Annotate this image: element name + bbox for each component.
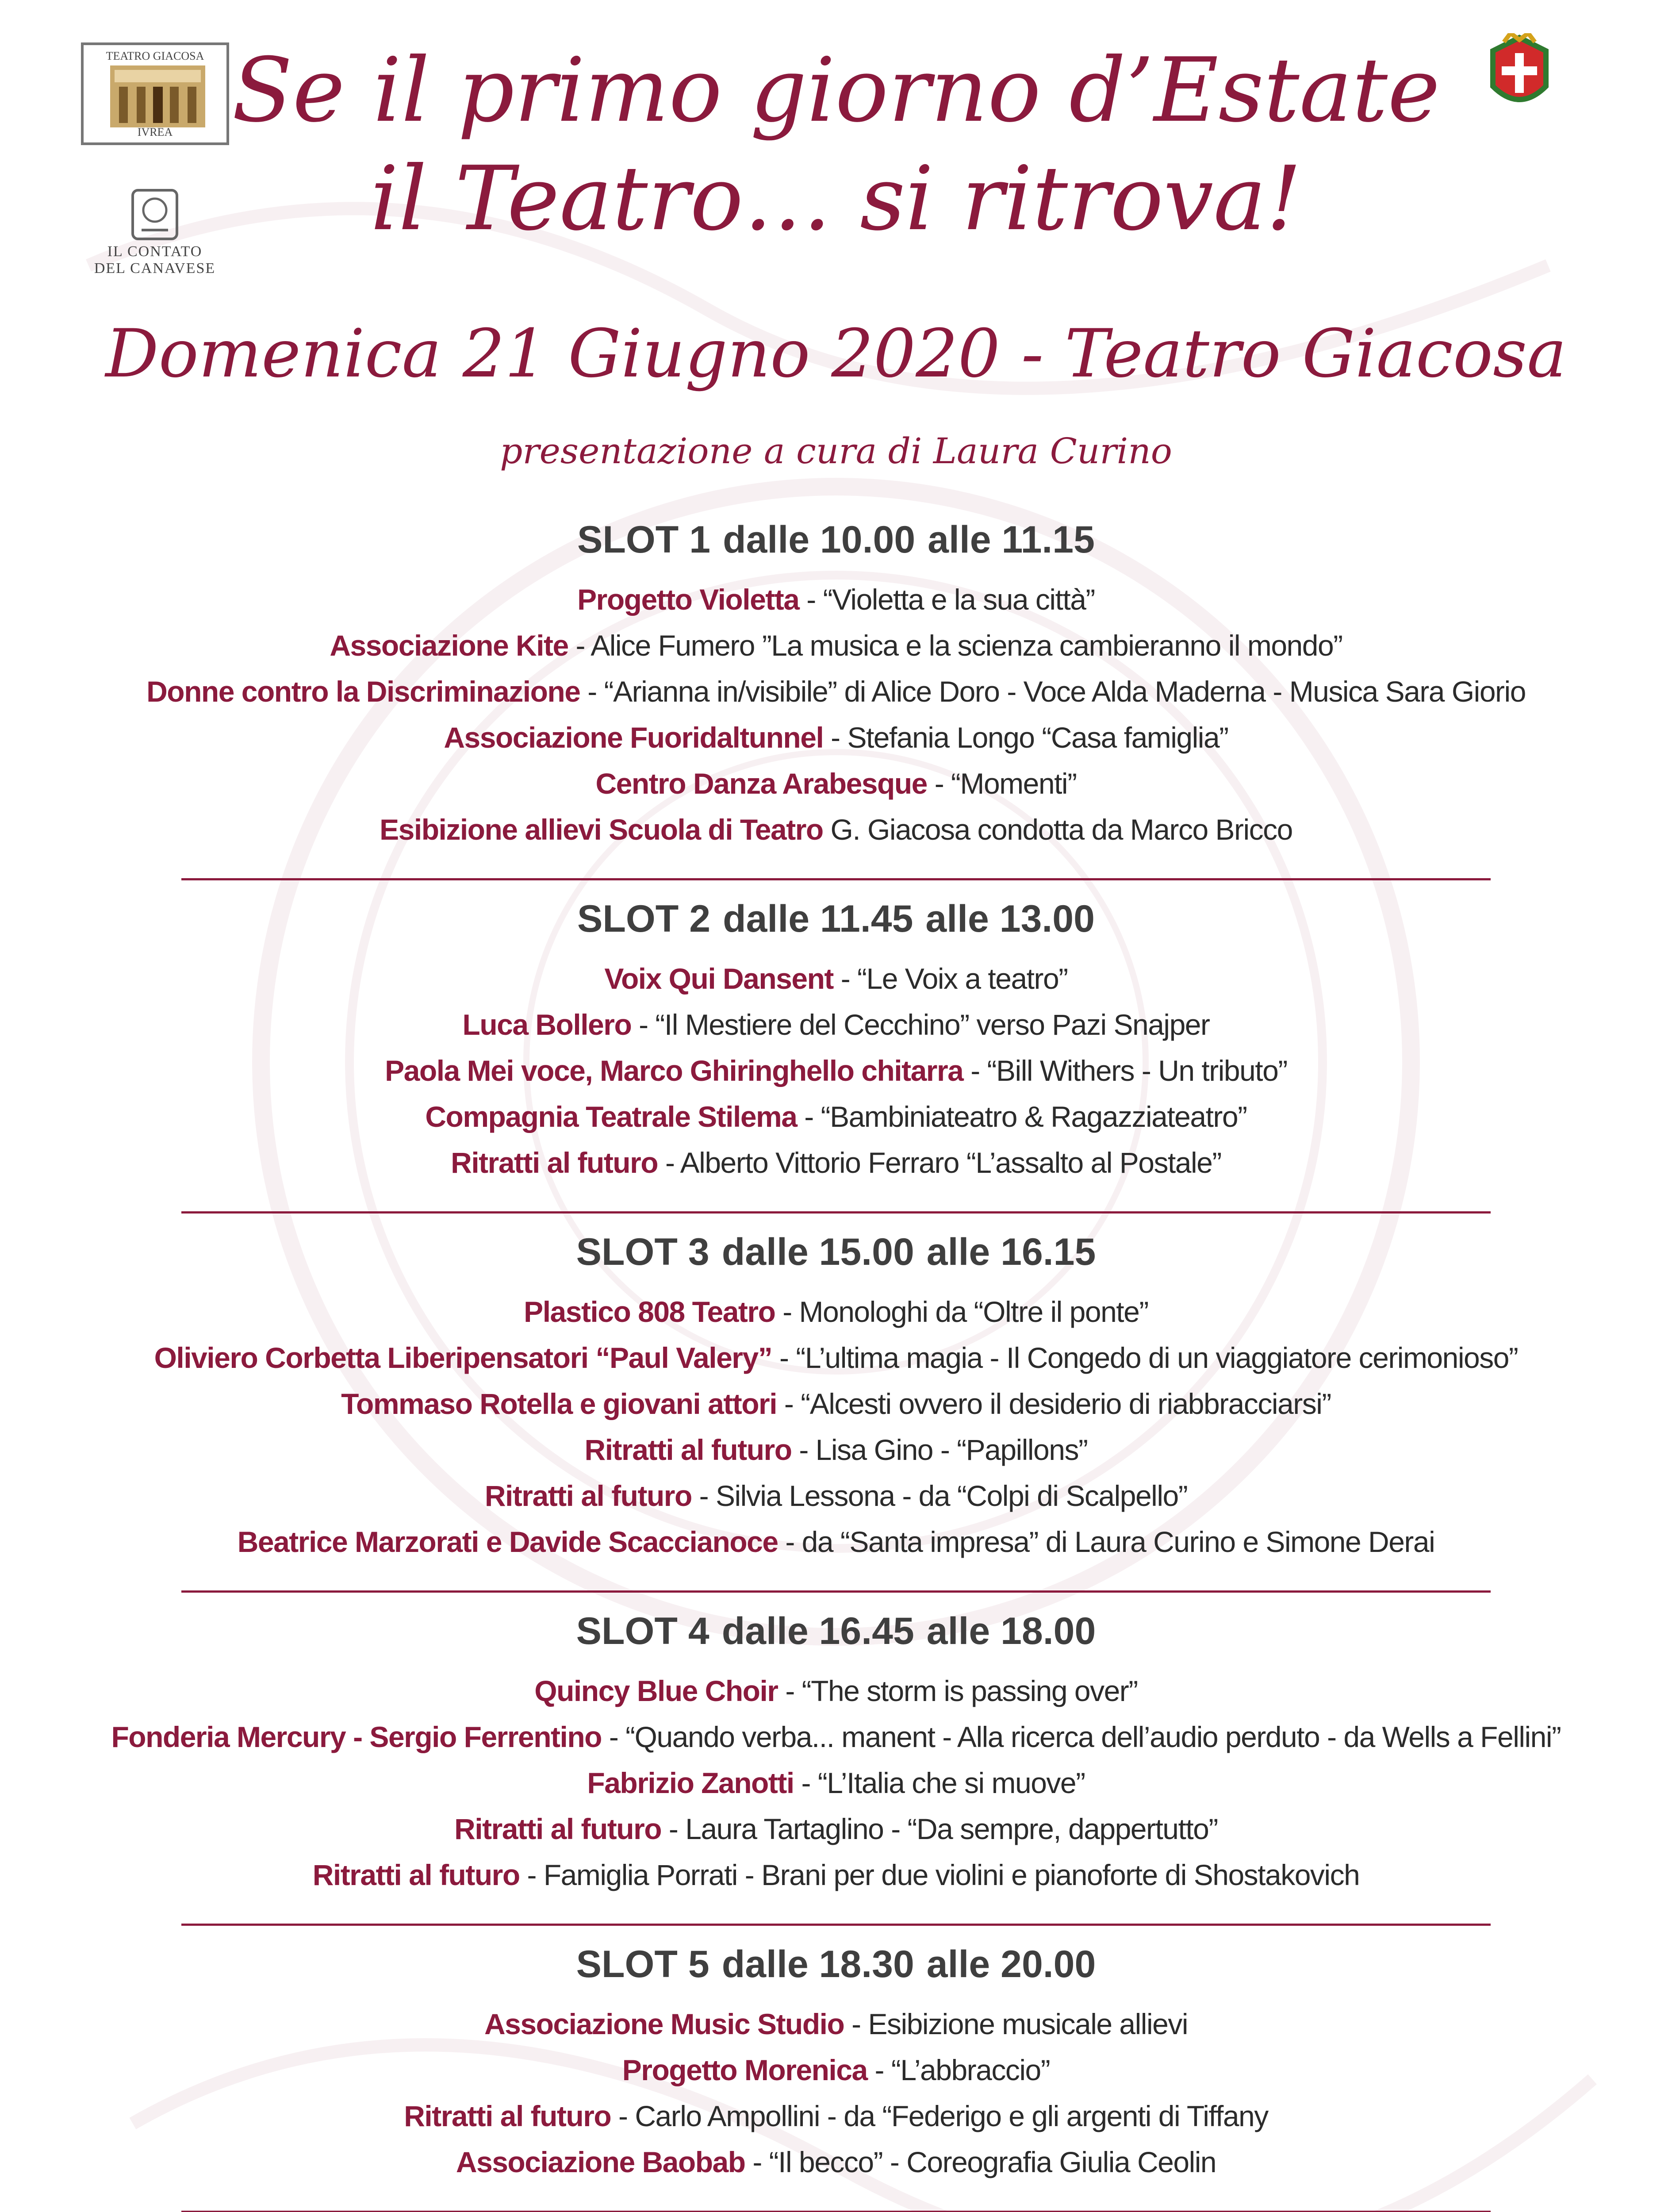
program-item bbox=[0, 668, 1672, 714]
slot-label: SLOT 5 bbox=[576, 1943, 709, 1985]
performance-description: - “Bambiniateatro & Ragazziateatro” bbox=[797, 1100, 1247, 1133]
performance-description: - “Il Mestiere del Cecchino” verso Pazi Snajper bbox=[631, 1008, 1210, 1041]
slot-heading bbox=[0, 1607, 1672, 1655]
program-item bbox=[0, 806, 1672, 853]
performer-name: Ritratti al futuro bbox=[484, 1479, 692, 1512]
performance-description: - Alberto Vittorio Ferraro “L’assalto al Postale” bbox=[658, 1146, 1221, 1179]
performance-description: - “L’abbraccio” bbox=[867, 2054, 1050, 2086]
performer-name: Esibizione allievi Scuola di Teatro bbox=[380, 813, 823, 846]
program-item bbox=[0, 1381, 1672, 1427]
performer-name: Associazione Music Studio bbox=[484, 2008, 844, 2040]
performance-description: G. Giacosa condotta da Marco Bricco bbox=[823, 813, 1292, 846]
slot-heading bbox=[0, 895, 1672, 943]
performer-name: Ritratti al futuro bbox=[312, 1859, 520, 1891]
performer-name: Donne contro la Discriminazione bbox=[146, 675, 580, 708]
slot-3 bbox=[0, 1228, 1672, 1565]
performance-description: - Esibizione musicale allievi bbox=[844, 2008, 1188, 2040]
program bbox=[0, 515, 1672, 2212]
slot-heading bbox=[0, 1940, 1672, 1989]
performance-description: - “L’Italia che si muove” bbox=[794, 1767, 1085, 1799]
slot-divider bbox=[181, 1924, 1491, 1926]
performer-name: Paola Mei voce, Marco Ghiringhello chitarra bbox=[385, 1054, 963, 1087]
program-item bbox=[0, 2139, 1672, 2185]
performer-name: Ritratti al futuro bbox=[404, 2100, 611, 2132]
slot-2 bbox=[0, 895, 1672, 1186]
performer-name: Ritratti al futuro bbox=[451, 1146, 658, 1179]
slot-divider bbox=[181, 878, 1491, 880]
logo-contato-line2: DEL CANAVESE bbox=[94, 260, 216, 276]
performer-name: Associazione Kite bbox=[330, 629, 568, 662]
slot-1 bbox=[0, 515, 1672, 853]
logo-teatro-top-text: TEATRO GIACOSA bbox=[106, 50, 204, 62]
program-item bbox=[0, 1094, 1672, 1140]
performance-description: - Laura Tartaglino - “Da sempre, dappertutto” bbox=[661, 1813, 1218, 1845]
slot-4 bbox=[0, 1607, 1672, 1898]
slot-divider bbox=[181, 1590, 1491, 1593]
slot-from: dalle 18.30 bbox=[721, 1943, 914, 1985]
program-item bbox=[0, 1140, 1672, 1186]
performer-name: Tommaso Rotella e giovani attori bbox=[341, 1387, 777, 1420]
performance-description: - “Le Voix a teatro” bbox=[833, 962, 1068, 995]
slot-5 bbox=[0, 1940, 1672, 2185]
performance-description: - da “Santa impresa” di Laura Curino e Simone Derai bbox=[778, 1525, 1435, 1558]
slot-label: SLOT 4 bbox=[576, 1610, 709, 1652]
performer-name: Fonderia Mercury - Sergio Ferrentino bbox=[111, 1720, 602, 1753]
performance-description: - “Il becco” - Coreografia Giulia Ceolin bbox=[745, 2146, 1216, 2178]
program-item bbox=[0, 622, 1672, 668]
performance-description: - Silvia Lessona - da “Colpi di Scalpello” bbox=[691, 1479, 1188, 1512]
performance-description: - Carlo Ampollini - da “Federigo e gli argenti di Tiffany bbox=[611, 2100, 1268, 2132]
performance-description: - “Momenti” bbox=[927, 767, 1077, 800]
performance-description: - “L’ultima magia - Il Congedo di un viaggiatore cerimonioso” bbox=[772, 1341, 1518, 1374]
program-item bbox=[0, 956, 1672, 1002]
title-line-1: Se il primo giorno d’Estate bbox=[232, 39, 1440, 142]
program-item bbox=[0, 2047, 1672, 2093]
slot-to: alle 13.00 bbox=[925, 898, 1095, 940]
performance-description: - “Arianna in/visibile” di Alice Doro - Voce Alda Maderna - Musica Sara Giorio bbox=[580, 675, 1526, 708]
slot-from: dalle 10.00 bbox=[723, 518, 916, 561]
slot-heading bbox=[0, 1228, 1672, 1276]
program-item bbox=[0, 1714, 1672, 1760]
event-date: Domenica 21 Giugno 2020 - Teatro Giacosa bbox=[105, 315, 1567, 392]
performance-description: - “Quando verba... manent - Alla ricerca dell’audio perduto - da Wells a Fellini” bbox=[602, 1720, 1561, 1753]
program-item bbox=[0, 1048, 1672, 1094]
performance-description: - “Alcesti ovvero il desiderio di riabbracciarsi” bbox=[777, 1387, 1331, 1420]
performer-name: Luca Bollero bbox=[462, 1008, 632, 1041]
program-item bbox=[0, 1760, 1672, 1806]
performer-name: Ritratti al futuro bbox=[584, 1433, 792, 1466]
program-item bbox=[0, 1473, 1672, 1519]
performance-description: - “The storm is passing over” bbox=[778, 1674, 1138, 1707]
program-item bbox=[0, 760, 1672, 806]
performance-description: - Lisa Gino - “Papillons” bbox=[791, 1433, 1088, 1466]
program-item bbox=[0, 1335, 1672, 1381]
program-item bbox=[0, 1427, 1672, 1473]
program-item bbox=[0, 1852, 1672, 1898]
performance-description: - Alice Fumero ”La musica e la scienza cambieranno il mondo” bbox=[568, 629, 1342, 662]
performance-description: - Famiglia Porrati - Brani per due violini e pianoforte di Shostakovich bbox=[519, 1859, 1360, 1891]
slot-to: alle 18.00 bbox=[926, 1610, 1096, 1652]
slot-to: alle 20.00 bbox=[926, 1943, 1096, 1985]
performer-name: Voix Qui Dansent bbox=[604, 962, 833, 995]
presenter-line: presentazione a cura di Laura Curino bbox=[500, 430, 1172, 472]
slot-to: alle 11.15 bbox=[928, 518, 1095, 561]
slot-to: alle 16.15 bbox=[926, 1231, 1096, 1273]
performer-name: Beatrice Marzorati e Davide Scaccianoce bbox=[237, 1525, 778, 1558]
program-item bbox=[0, 2093, 1672, 2139]
slot-from: dalle 15.00 bbox=[721, 1231, 914, 1273]
performer-name: Associazione Baobab bbox=[456, 2146, 745, 2178]
performance-description: - “Bill Withers - Un tributo” bbox=[963, 1054, 1287, 1087]
performer-name: Plastico 808 Teatro bbox=[524, 1295, 775, 1328]
program-item bbox=[0, 2001, 1672, 2047]
slot-from: dalle 16.45 bbox=[721, 1610, 914, 1652]
performer-name: Fabrizio Zanotti bbox=[587, 1767, 794, 1799]
program-item bbox=[0, 576, 1672, 622]
performer-name: Associazione Fuoridaltunnel bbox=[444, 721, 824, 754]
slot-label: SLOT 3 bbox=[576, 1231, 709, 1273]
title-line-2: il Teatro… si ritrova! bbox=[370, 147, 1302, 250]
slot-from: dalle 11.45 bbox=[723, 898, 913, 940]
program-item bbox=[0, 1002, 1672, 1048]
program-item bbox=[0, 1668, 1672, 1714]
performance-description: - Stefania Longo “Casa famiglia” bbox=[823, 721, 1228, 754]
performer-name: Compagnia Teatrale Stilema bbox=[425, 1100, 797, 1133]
performer-name: Progetto Morenica bbox=[622, 2054, 867, 2086]
program-item bbox=[0, 1519, 1672, 1565]
performance-description: - “Violetta e la sua città” bbox=[799, 583, 1095, 616]
slot-label: SLOT 1 bbox=[577, 518, 711, 561]
program-item bbox=[0, 1289, 1672, 1335]
performer-name: Oliviero Corbetta Liberipensatori “Paul Valery” bbox=[154, 1341, 772, 1374]
performer-name: Centro Danza Arabesque bbox=[595, 767, 927, 800]
slot-divider bbox=[181, 1211, 1491, 1214]
performer-name: Ritratti al futuro bbox=[454, 1813, 662, 1845]
program-item bbox=[0, 714, 1672, 760]
performance-description: - Monologhi da “Oltre il ponte” bbox=[775, 1295, 1148, 1328]
program-item bbox=[0, 1806, 1672, 1852]
logo-contato-line1: IL CONTATO bbox=[107, 243, 203, 260]
performer-name: Progetto Violetta bbox=[577, 583, 799, 616]
logo-teatro-bottom-text: IVREA bbox=[137, 126, 173, 138]
slot-heading bbox=[0, 515, 1672, 564]
performer-name: Quincy Blue Choir bbox=[534, 1674, 778, 1707]
slot-label: SLOT 2 bbox=[577, 898, 711, 940]
